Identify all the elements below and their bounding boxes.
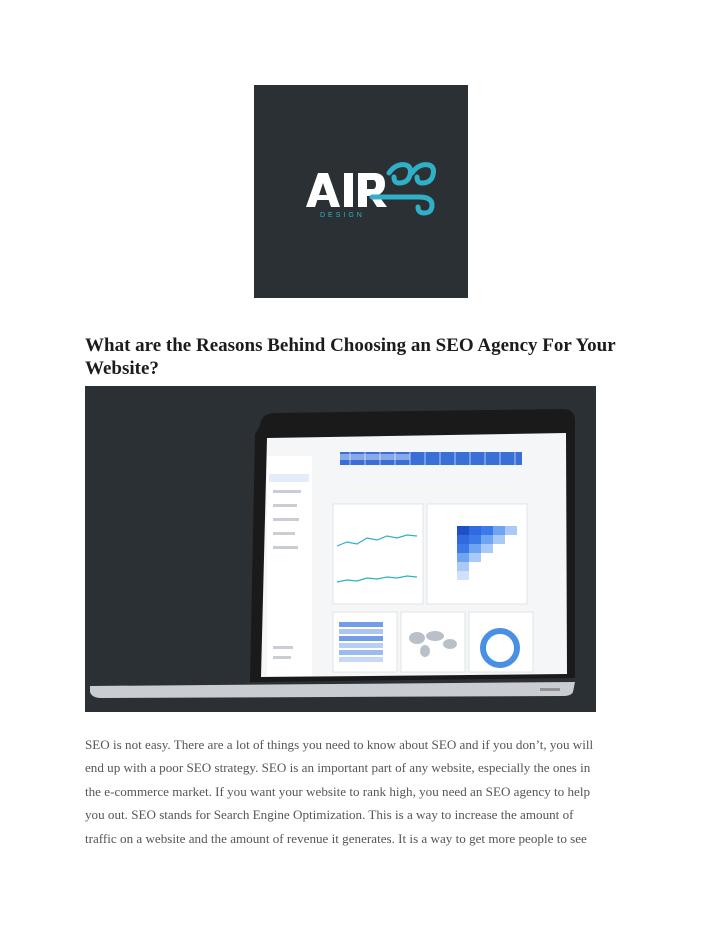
body-line-4: you out. SEO stands for Search Engine Optimization. This is a way to increase the amount of <box>85 807 574 823</box>
logo-wordmark <box>306 173 387 207</box>
article-body <box>85 733 645 850</box>
brand-logo <box>254 85 468 298</box>
article-title-line-2: Website? <box>85 358 159 379</box>
laptop-dashboard-illustration <box>85 386 596 712</box>
article-title <box>85 334 645 380</box>
dashboard-sidebar <box>267 456 312 676</box>
body-line-2: end up with a poor SEO strategy. SEO is an important part of any website, especially the ones in <box>85 760 591 776</box>
hero-image <box>85 386 596 712</box>
logo-tagline-art <box>320 212 365 219</box>
laptop-base <box>90 682 575 698</box>
svg-text:DESIGN: DESIGN <box>320 212 365 219</box>
logo-artwork <box>254 85 468 298</box>
sidebar-active-item <box>269 474 309 482</box>
body-line-5: traffic on a website and the amount of revenue it generates. It is a way to get more people to see <box>85 830 587 846</box>
heatmap-card <box>333 612 397 672</box>
article-title-line-1: What are the Reasons Behind Choosing an SEO Agency For Your <box>85 335 616 356</box>
line-chart-card <box>333 504 423 604</box>
body-line-3: the e-commerce market. If you want your website to rank high, you need an SEO agency to help <box>85 783 591 799</box>
body-line-1: SEO is not easy. There are a lot of things you need to know about SEO and if you don’t, you will <box>85 737 594 752</box>
